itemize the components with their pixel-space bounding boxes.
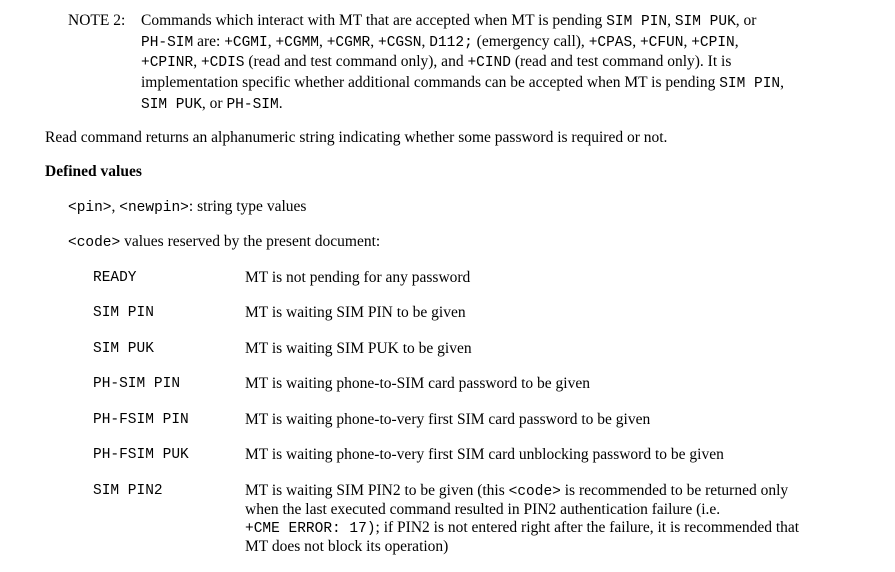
pin-values-line [68,198,306,216]
code-term: PH-FSIM PIN [93,412,189,428]
code-text: PH-SIM [141,35,194,51]
code-text: +CME ERROR: 17) [245,521,376,538]
code-text: PH-SIM [226,97,279,113]
code-text: D112; [429,35,473,51]
code-text: +CPIN [691,35,735,51]
text-run: , [780,74,784,91]
text-run: (read and test command only). It is [510,53,732,70]
text-run: , [318,33,327,50]
text-run: , [632,33,640,50]
note-line-4 [141,74,784,92]
code-term: PH-FSIM PUK [93,447,189,463]
code-text: +CGMI [224,35,268,51]
text-run: are: [193,33,225,50]
text-run: MT is waiting SIM PIN2 to be given (this [245,482,509,499]
text-run: , or [201,95,227,112]
code-text: +CGSN [378,35,422,51]
code-text: <code> [68,235,121,251]
code-text: +CGMM [275,35,319,51]
code-description [245,501,720,519]
note-line-3 [141,53,731,71]
code-text: <pin> [68,200,112,216]
code-text: +CFUN [639,35,684,51]
code-term: SIM PUK [93,341,154,357]
note-label: NOTE 2: [68,12,126,29]
text-run: , [667,12,675,29]
text-run: , [421,33,430,50]
code-term: PH-SIM PIN [93,376,181,392]
code-text: +CPINR [141,55,194,71]
text-run: (read and test command only), and [244,53,468,70]
note-line-2 [141,33,739,51]
code-description: MT is waiting SIM PUK to be given [245,340,472,357]
text-run: , [111,198,120,215]
code-term: SIM PIN [93,305,154,321]
code-description: MT is waiting phone-to-SIM card password to be given [245,375,590,392]
code-description: MT is not pending for any password [245,269,471,286]
text-run: implementation specific whether additional commands can be accepted when MT is pending [141,74,720,91]
code-description: MT is waiting phone-to-very first SIM card unblocking password to be given [245,446,724,463]
text-run: , [683,33,692,50]
text-run: ; if PIN2 is not entered right after the failure, it is recommended that [375,519,800,537]
read-command-paragraph: Read command returns an alphanumeric string indicating whether some password is required or not. [45,129,668,146]
code-description [245,538,448,556]
note-line-1 [141,12,756,30]
text-run: when the last executed command resulted in PIN2 authentication failure (i.e. [245,500,721,518]
text-run: , or [735,12,757,29]
code-text: +CPAS [588,35,633,51]
text-run: : string type values [188,198,307,215]
code-description: MT is waiting SIM PIN to be given [245,304,466,321]
code-text: +CIND [467,55,511,71]
code-term: READY [93,270,137,286]
text-run: , [370,33,378,50]
code-description [245,482,788,500]
text-run: . [278,95,283,112]
text-run: , [193,53,201,70]
note-line-5 [141,95,283,113]
code-values-line [68,233,380,251]
text-run: values reserved by the present document: [120,233,381,250]
code-text: SIM PUK [141,97,202,113]
code-term: SIM PIN2 [93,483,163,499]
text-run: Commands which interact with MT that are accepted when MT is pending [141,12,607,29]
text-run: , [267,33,276,50]
code-text: +CGMR [326,35,371,51]
code-text: <code> [508,484,561,500]
code-text: SIM PUK [674,14,736,30]
code-text: +CDIS [200,55,245,71]
code-text: SIM PIN [719,76,781,92]
code-text: SIM PIN [606,14,668,30]
code-description: MT is waiting phone-to-very first SIM card password to be given [245,411,651,428]
text-run: , [734,33,739,50]
code-description [245,519,799,537]
code-text: <newpin> [119,200,189,216]
text-run: MT does not block its operation) [245,538,449,556]
text-run: (emergency call), [472,33,589,50]
defined-values-heading: Defined values [45,163,142,180]
text-run: is recommended to be returned only [560,482,789,499]
